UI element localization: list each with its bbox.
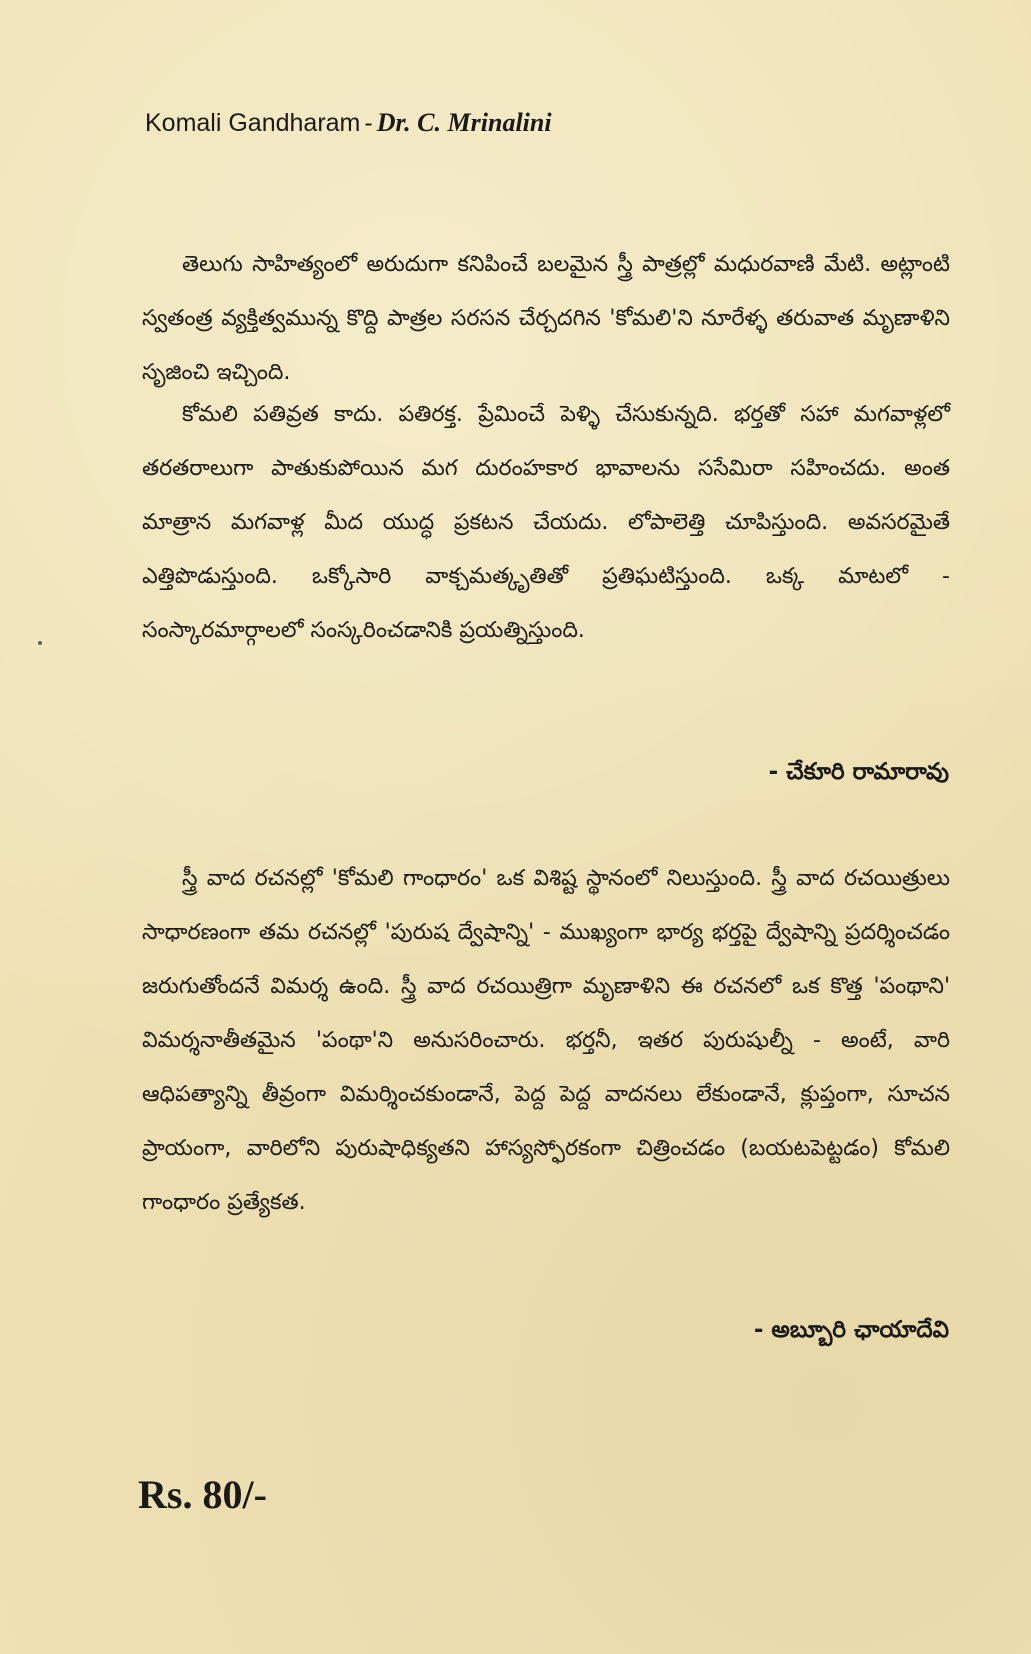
review-1-signature: - చేకూరి రామారావు: [768, 759, 949, 785]
review-2-signature: - అబ్బూరి ఛాయాదేవి: [753, 1317, 949, 1343]
book-header: [145, 103, 552, 143]
review-2-paragraph: స్త్రీ వాద రచనల్లో 'కోమలి గాంధారం' ఒక విశిష్ట స్థానంలో నిలుస్తుంది. స్త్రీ వాద రచయిత్రులు సాధారణంగా తమ రచనల్లో 'పురుష ద్వేషాన్ని' - ముఖ్యంగా భార్య భర్తపై ద్వేషాన్ని ప్రదర్శించడం జరుగుతోందనే విమర్శ ఉంది. స్త్రీ వాద రచయిత్రిగా మృణాళిని ఈ రచనలో ఒక కొత్త 'పంథాని' విమర్శనాతీతమైన 'పంథా'ని అనుసరించారు. భర్తనీ, ఇతర పురుషుల్నీ - అంటే, వారి ఆధిపత్యాన్ని తీవ్రంగా విమర్శించకుండానే, పెద్ద పెద్ద వాదనలు లేకుండానే, క్లుప్తంగా, సూచన ప్రాయంగా, వారిలోని పురుషాధిక్యతని హాస్యస్ఫోరకంగా చిత్రించడం (బయటపెట్టడం) కోమలి గాంధారం ప్రత్యేకత.: [142, 866, 950, 1215]
book-title: Komali Gandharam: [145, 109, 361, 137]
book-author: Dr. C. Mrinalini: [376, 108, 552, 137]
review-1-paragraph-1: తెలుగు సాహిత్యంలో అరుదుగా కనిపించే బలమైన స్త్రీ పాత్రల్లో మధురవాణి మేటి. అట్లాంటి స్వతంత్ర వ్యక్తిత్వమున్న కొద్ది పాత్రల సరసన చేర్చదగిన 'కోమలి'ని నూరేళ్ళ తరువాత మృణాళిని సృజించి ఇచ్చింది.: [142, 252, 950, 385]
header-separator: -: [364, 109, 373, 137]
review-1-paragraph-2: కోమలి పతివ్రత కాదు. పతిరక్త. ప్రేమించే పెళ్ళి చేసుకున్నది. భర్తతో సహా మగవాళ్లలో తరతరాలుగా పాతుకుపోయిన మగ దురంహకార భావాలను ససేమిరా సహించదు. అంత మాత్రాన మగవాళ్ల మీద యుద్ధ ప్రకటన చేయదు. లోపాలెత్తి చూపిస్తుంది. అవసరమైతే ఎత్తిపొడుస్తుంది. ఒక్కోసారి వాక్చమత్కృతితో ప్రతిఘటిస్తుంది. ఒక్క మాటలో - సంస్కారమార్గాలలో సంస్కరించడానికి ప్రయత్నిస్తుంది.: [142, 402, 950, 643]
paper-speck: [38, 641, 42, 645]
price-label: Rs. 80/-: [138, 1472, 267, 1517]
